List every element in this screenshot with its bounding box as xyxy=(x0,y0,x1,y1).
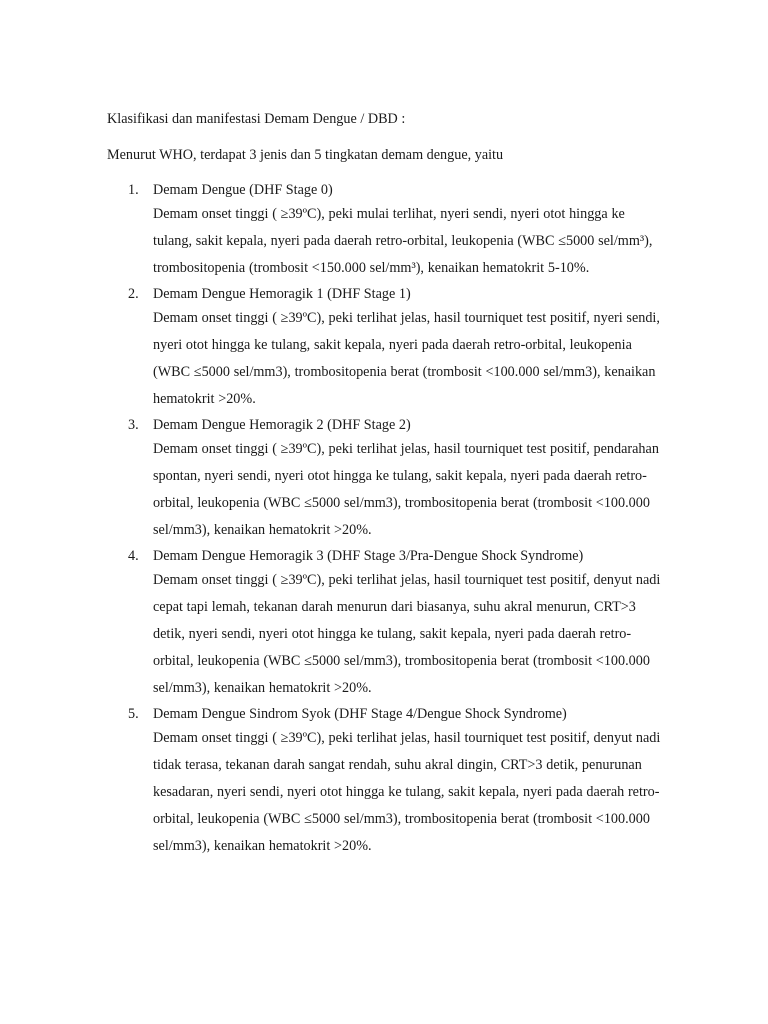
list-item xyxy=(107,704,667,860)
intro-paragraph: Menurut WHO, terdapat 3 jenis dan 5 tingkatan demam dengue, yaitu xyxy=(107,147,504,163)
list-item xyxy=(107,284,667,413)
list-item-description: Demam onset tinggi ( ≥39ºC), peki terlihat jelas, hasil tourniquet test positif, nyeri sendi, nyeri otot hingga ke tulang, sakit kepala, nyeri pada daerah retro-orbital, leukopenia (WBC ≤5000 sel/mm3), trombositopenia berat (trombosit <100.000 sel/mm3), kenaikan hematokrit >20%. xyxy=(153,310,660,407)
list-item-title: Demam Dengue (DHF Stage 0) xyxy=(153,182,333,198)
document-heading: Klasifikasi dan manifestasi Demam Dengue / DBD : xyxy=(107,111,406,127)
classification-list xyxy=(107,180,667,862)
list-item xyxy=(107,415,667,544)
list-item-description: Demam onset tinggi ( ≥39ºC), peki terlihat jelas, hasil tourniquet test positif, denyut nadi cepat tapi lemah, tekanan darah menurun dari biasanya, suhu akral menurun, CRT>3 detik, nyeri sendi, nyeri otot hingga ke tulang, sakit kepala, nyeri pada daerah retro-orbital, leukopenia (WBC ≤5000 sel/mm3), trombositopenia berat (trombosit <100.000 sel/mm3), kenaikan hematokrit >20%. xyxy=(153,572,661,696)
list-item-number: 5. xyxy=(128,706,139,722)
list-item-description: Demam onset tinggi ( ≥39ºC), peki terlihat jelas, hasil tourniquet test positif, pendarahan spontan, nyeri sendi, nyeri otot hingga ke tulang, sakit kepala, nyeri pada daerah retro-orbital, leukopenia (WBC ≤5000 sel/mm3), trombositopenia berat (trombosit <100.000 sel/mm3), kenaikan hematokrit >20%. xyxy=(153,441,659,538)
list-item-number: 3. xyxy=(128,417,139,433)
list-item-description: Demam onset tinggi ( ≥39ºC), peki mulai terlihat, nyeri sendi, nyeri otot hingga ke tulang, sakit kepala, nyeri pada daerah retro-orbital, leukopenia (WBC ≤5000 sel/mm³), trombositopenia (trombosit <150.000 sel/mm³), kenaikan hematokrit 5-10%. xyxy=(153,206,653,276)
list-item xyxy=(107,546,667,702)
list-item-title: Demam Dengue Hemoragik 2 (DHF Stage 2) xyxy=(153,417,411,433)
list-item-title: Demam Dengue Hemoragik 1 (DHF Stage 1) xyxy=(153,286,411,302)
list-item-number: 4. xyxy=(128,548,139,564)
list-item-description: Demam onset tinggi ( ≥39ºC), peki terlihat jelas, hasil tourniquet test positif, denyut nadi tidak terasa, tekanan darah sangat rendah, suhu akral dingin, CRT>3 detik, penurunan kesadaran, nyeri sendi, nyeri otot hingga ke tulang, sakit kepala, nyeri pada daerah retro-orbital, leukopenia (WBC ≤5000 sel/mm3), trombositopenia berat (trombosit <100.000 sel/mm3), kenaikan hematokrit >20%. xyxy=(153,730,661,854)
list-item-title: Demam Dengue Hemoragik 3 (DHF Stage 3/Pra-Dengue Shock Syndrome) xyxy=(153,548,584,564)
list-item-number: 1. xyxy=(128,182,139,198)
list-item-title: Demam Dengue Sindrom Syok (DHF Stage 4/Dengue Shock Syndrome) xyxy=(153,706,567,722)
list-item-number: 2. xyxy=(128,286,139,302)
list-item xyxy=(107,180,667,282)
